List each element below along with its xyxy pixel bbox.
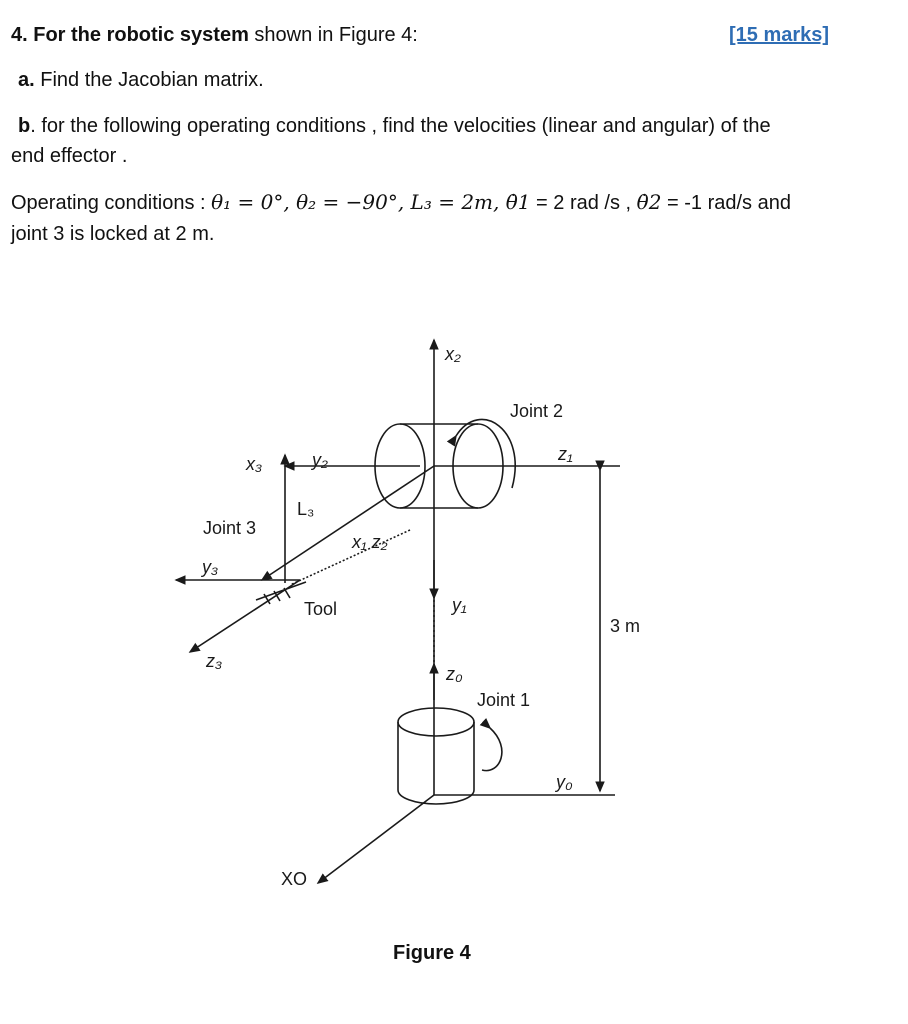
- joint1-rotation-arrow: [482, 728, 502, 771]
- part-b-line-1: [18, 113, 771, 139]
- conditions-line-1: [11, 189, 791, 216]
- label-z3: z₃: [206, 651, 223, 671]
- question-title-bold: For the robotic system: [33, 24, 249, 46]
- tool-link-dotted: [290, 530, 410, 585]
- marks-link[interactable]: [15 marks]: [729, 24, 830, 46]
- label-tool: Tool: [304, 599, 338, 619]
- joint1-cylinder-body: [398, 722, 474, 804]
- question-title: [11, 22, 418, 48]
- question-title-rest: shown in Figure 4:: [254, 24, 418, 46]
- label-z1: z₁: [558, 444, 573, 464]
- label-y3: y₃: [202, 557, 219, 577]
- part-a: [18, 67, 264, 93]
- label-y1: y₁: [452, 595, 467, 615]
- label-x0: XO: [281, 869, 308, 889]
- question-number: 4.: [11, 24, 28, 46]
- label-joint1: Joint 1: [477, 690, 531, 710]
- label-joint3: Joint 3: [203, 518, 257, 538]
- part-b-text-1: . for the following operating conditions , find the velocities (linear and angular) of the: [30, 115, 771, 137]
- joint1-cylinder-top: [398, 708, 474, 736]
- label-joint2: Joint 2: [510, 401, 564, 421]
- label-y0: y₀: [556, 772, 573, 792]
- label-x1-z2: x₁ z₂: [352, 532, 388, 552]
- part-a-label: a.: [18, 69, 35, 91]
- part-b-line-2: end effector .: [11, 145, 128, 167]
- label-z0: z₀: [446, 664, 463, 684]
- x0-axis: [318, 795, 434, 883]
- x1-z2-axis: [262, 466, 434, 580]
- conditions-prefix: Operating conditions :: [11, 192, 212, 214]
- label-x2: x₂: [445, 344, 461, 364]
- label-3m: 3 m: [610, 616, 641, 636]
- conditions-math-2: θ̇2: [636, 190, 662, 214]
- conditions-math: θ₁ = 0°, θ₂ = −90°, L₃ = 2m, θ̇1: [211, 190, 531, 214]
- label-l3: L₃: [297, 499, 315, 519]
- conditions-line-2: joint 3 is locked at 2 m.: [11, 223, 215, 245]
- robot-figure: [0, 320, 908, 940]
- part-b-label: b: [18, 115, 31, 137]
- part-a-text: Find the Jacobian matrix.: [40, 69, 264, 91]
- label-x3: x₃: [246, 454, 263, 474]
- conditions-rate-2: = -1 rad/s and: [661, 192, 791, 214]
- conditions-rate-1: = 2 rad /s ,: [530, 192, 637, 214]
- figure-caption: Figure 4: [393, 942, 471, 964]
- label-y2: y₂: [312, 450, 328, 470]
